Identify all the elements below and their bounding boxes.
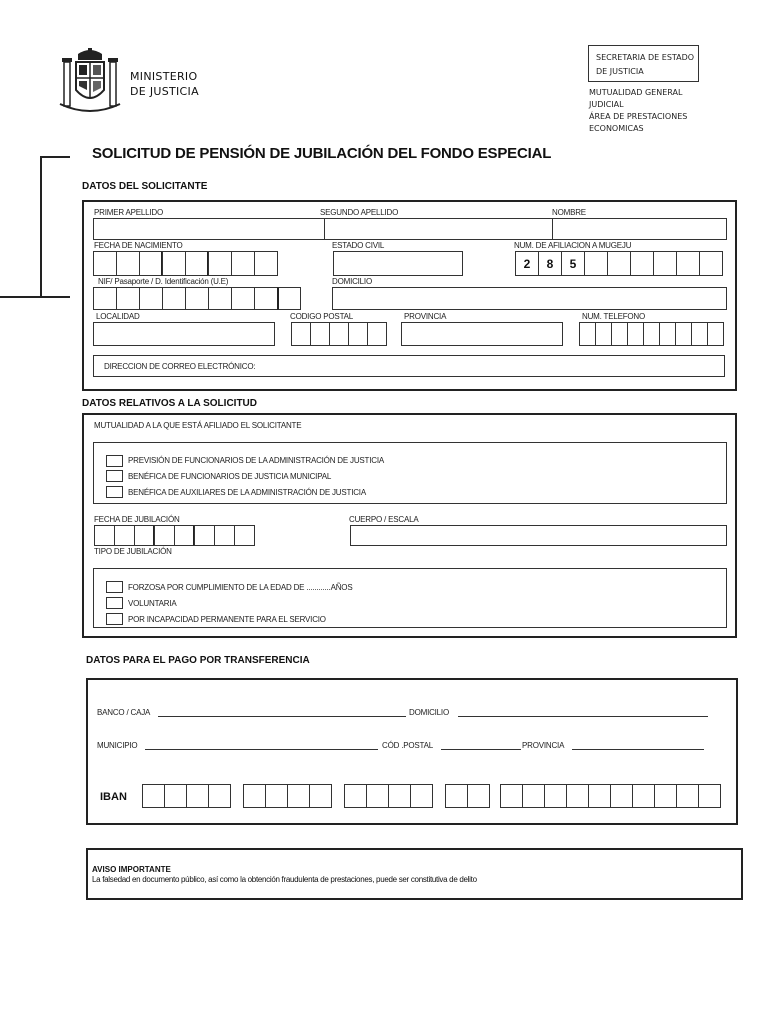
municipio-label: MUNICIPIO — [97, 741, 138, 750]
iban-entidad-cells[interactable] — [243, 784, 331, 808]
nif-label: NIF/ Pasaporte / D. Identificación (U.E) — [98, 277, 229, 286]
primer-apellido-label: PRIMER APELLIDO — [94, 208, 164, 217]
apellidos-nombre-field[interactable] — [93, 218, 727, 240]
email-label: DIRECCION DE CORREO ELECTRÓNICO: — [104, 362, 256, 371]
mutualidad-checkbox-3[interactable] — [106, 486, 123, 498]
pago-provincia-label: PROVINCIA — [522, 741, 565, 750]
fecha-jubilacion-cells[interactable] — [94, 525, 254, 546]
tipo-jubilacion-label: TIPO DE JUBILACIÓN — [94, 547, 172, 556]
tipo-checkbox-2[interactable] — [106, 597, 123, 609]
coat-of-arms-icon — [58, 48, 122, 114]
tipo-option-2: VOLUNTARIA — [128, 599, 177, 608]
box-line1: SECRETARIA DE ESTADO — [596, 53, 695, 62]
cuerpo-escala-field[interactable] — [350, 525, 727, 546]
iban-country-cells[interactable] — [142, 784, 230, 808]
afiliacion-digit[interactable]: 8 — [538, 251, 562, 276]
left-bracket-stub — [0, 296, 42, 298]
iban-dc-cells[interactable] — [445, 784, 489, 808]
provincia-field[interactable] — [401, 322, 563, 346]
aviso-text: La falsedad en documento público, así como la obtención fraudulenta de prestaciones, puede ser constitutiva de delito — [92, 875, 477, 884]
nif-cells[interactable] — [93, 287, 300, 310]
tipo-option-3: POR INCAPACIDAD PERMANENTE PARA EL SERVICIO — [128, 615, 326, 624]
mutualidad-option-3: BENÉFICA DE AUXILIARES DE LA ADMINISTRACIÓN DE JUSTICIA — [128, 488, 366, 497]
pago-provincia-field[interactable] — [572, 749, 704, 750]
banco-label: BANCO / CAJA — [97, 708, 151, 717]
page-title: SOLICITUD DE PENSIÓN DE JUBILACIÓN DEL FONDO ESPECIAL — [92, 145, 552, 162]
solicitante-heading: DATOS DEL SOLICITANTE — [82, 181, 208, 192]
banco-field[interactable] — [158, 716, 406, 717]
left-bracket — [40, 156, 70, 298]
box-line2: DE JUSTICIA — [596, 67, 644, 76]
mutualidad-checkbox-1[interactable] — [106, 455, 123, 467]
localidad-field[interactable] — [93, 322, 275, 346]
fecha-nacimiento-cells[interactable] — [93, 251, 277, 276]
estado-civil-field[interactable] — [333, 251, 463, 276]
domicilio-label: DOMICILIO — [332, 277, 372, 286]
iban-label: IBAN — [100, 791, 127, 803]
ministry-line1: MINISTERIO — [130, 70, 198, 83]
cod-postal-label: CÓD .POSTAL — [382, 741, 433, 750]
solicitud-heading: DATOS RELATIVOS A LA SOLICITUD — [82, 398, 257, 409]
nombre-label: NOMBRE — [552, 208, 586, 217]
segundo-apellido-label: SEGUNDO APELLIDO — [320, 208, 399, 217]
mutualidad-label: MUTUALIDAD A LA QUE ESTÁ AFILIADO EL SOLICITANTE — [94, 421, 302, 430]
municipio-field[interactable] — [145, 749, 378, 750]
pago-domicilio-label: DOMICILIO — [409, 708, 449, 717]
codigo-postal-label: CODIGO POSTAL — [290, 312, 354, 321]
divider — [552, 218, 553, 240]
num-afiliacion-label: NUM. DE AFILIACION A MUGEJU — [514, 241, 632, 250]
tipo-option-1: FORZOSA POR CUMPLIMIENTO DE LA EDAD DE ............AÑOS — [128, 583, 353, 592]
aviso-box — [86, 848, 743, 900]
provincia-label: PROVINCIA — [404, 312, 447, 321]
cuerpo-escala-label: CUERPO / ESCALA — [349, 515, 419, 524]
mutualidad-checkbox-2[interactable] — [106, 470, 123, 482]
tipo-checkbox-1[interactable] — [106, 581, 123, 593]
cod-postal-field[interactable] — [441, 749, 521, 750]
mutualidad-option-2: BENÉFICA DE FUNCIONARIOS DE JUSTICIA MUNICIPAL — [128, 472, 332, 481]
tipo-checkbox-3[interactable] — [106, 613, 123, 625]
localidad-label: LOCALIDAD — [96, 312, 140, 321]
aviso-title: AVISO IMPORTANTE — [92, 865, 171, 874]
ministry-line2: DE JUSTICIA — [130, 85, 199, 98]
codigo-postal-cells[interactable] — [291, 322, 386, 346]
num-telefono-label: NUM. TELEFONO — [582, 312, 646, 321]
telefono-cells[interactable] — [579, 322, 723, 346]
afiliacion-digit[interactable]: 5 — [561, 251, 585, 276]
domicilio-field[interactable] — [332, 287, 727, 310]
fecha-nacimiento-label: FECHA DE NACIMIENTO — [94, 241, 183, 250]
afiliacion-digit[interactable]: 2 — [515, 251, 539, 276]
right-line4: ECONOMICAS — [589, 124, 644, 133]
right-line1: MUTUALIDAD GENERAL — [589, 88, 683, 97]
mutualidad-option-1: PREVISIÓN DE FUNCIONARIOS DE LA ADMINISTRACIÓN DE JUSTICIA — [128, 456, 384, 465]
iban-oficina-cells[interactable] — [344, 784, 432, 808]
iban-cuenta-cells[interactable] — [500, 784, 720, 808]
right-line2: JUDICIAL — [589, 100, 624, 109]
fecha-jubilacion-label: FECHA DE JUBILACIÓN — [94, 515, 180, 524]
right-line3: ÁREA DE PRESTACIONES — [589, 112, 688, 121]
pago-heading: DATOS PARA EL PAGO POR TRANSFERENCIA — [86, 655, 310, 666]
num-afiliacion-cells[interactable] — [515, 251, 722, 276]
pago-domicilio-field[interactable] — [458, 716, 708, 717]
estado-civil-label: ESTADO CIVIL — [332, 241, 385, 250]
divider — [324, 218, 325, 240]
